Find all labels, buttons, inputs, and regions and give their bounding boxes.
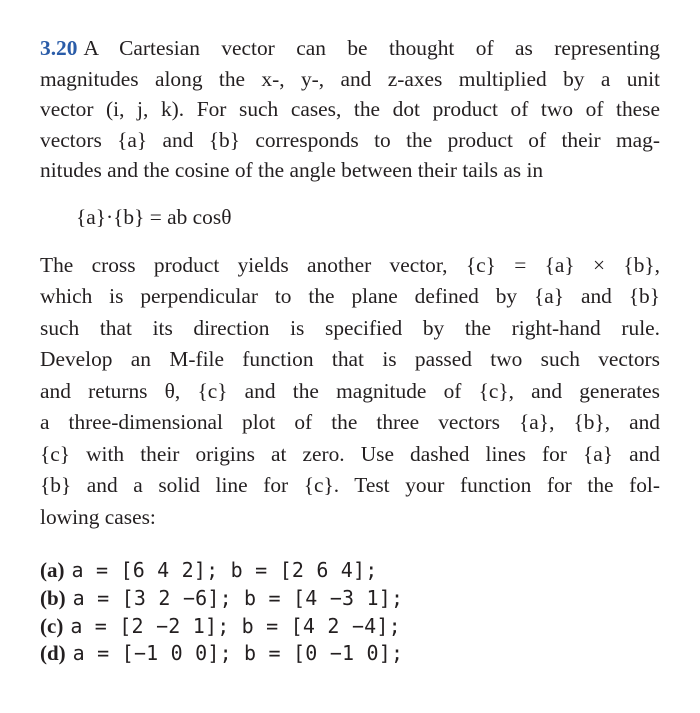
case-label: (b): [40, 586, 66, 611]
text-line: lowing cases:: [40, 504, 156, 529]
text-line: vector (i, j, k). For such cases, the dot product of two of these: [40, 97, 660, 122]
text-line: vectors {a} and {b} corresponds to the product of their mag-: [40, 127, 660, 152]
case-label: (c): [40, 613, 64, 638]
dot-product-equation: {a}·{b} = ab cosθ: [76, 204, 232, 229]
case-code: a = [3 2 −6]; b = [4 −3 1];: [72, 586, 404, 611]
test-case-d: [40, 640, 660, 668]
problem-number: 3.20: [40, 36, 78, 60]
case-label: (d): [40, 641, 66, 666]
text-line: a three-dimensional plot of the three vectors {a}, {b}, and: [40, 410, 660, 435]
problem-block: [40, 33, 660, 668]
text-line: The cross product yields another vector, {c} = {a} × {b},: [40, 252, 660, 277]
text-line: 3.20 A Cartesian vector can be thought of as representing: [40, 36, 660, 60]
case-code: a = [−1 0 0]; b = [0 −1 0];: [72, 641, 404, 666]
text-line: nitudes and the cosine of the angle between their tails as in: [40, 158, 544, 183]
test-case-c: [40, 613, 660, 641]
case-code: a = [6 4 2]; b = [2 6 4];: [71, 558, 378, 583]
text-line: magnitudes along the x-, y-, and z-axes multiplied by a unit: [40, 66, 660, 91]
problem-body-paragraph: [40, 250, 660, 534]
text-line: {c} with their origins at zero. Use dashed lines for {a} and: [40, 441, 660, 466]
test-case-b: [40, 585, 660, 613]
case-code: a = [2 −2 1]; b = [4 2 −4];: [70, 613, 401, 638]
problem-intro-paragraph: [40, 33, 660, 186]
test-cases-list: [40, 557, 660, 667]
test-case-a: [40, 557, 660, 585]
text-line: and returns θ, {c} and the magnitude of {c}, and generates: [40, 378, 660, 403]
text-line: {b} and a solid line for {c}. Test your function for the fol-: [40, 473, 660, 498]
text-line: Develop an M-file function that is passed two such vectors: [40, 347, 660, 372]
text-line: such that its direction is specified by the right-hand rule.: [40, 315, 660, 340]
text-line: which is perpendicular to the plane defined by {a} and {b}: [40, 284, 660, 309]
case-label: (a): [40, 558, 65, 583]
